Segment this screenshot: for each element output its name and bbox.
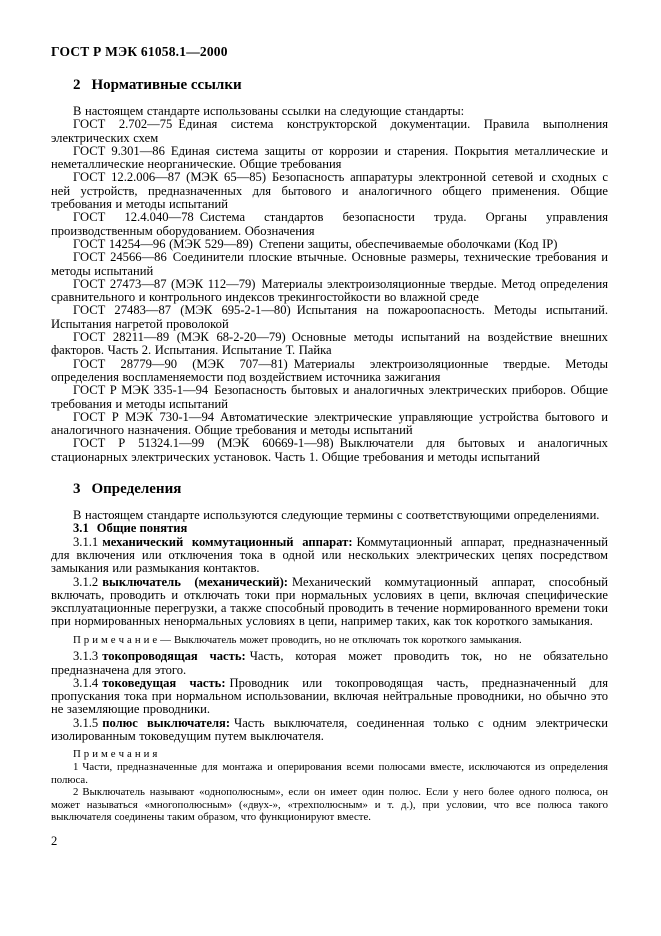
standard-code: ГОСТ 2.702—75: [73, 117, 173, 132]
notes-block: [51, 748, 608, 824]
note-item-2: [51, 786, 608, 824]
standard-code: ГОСТ 12.4.040—78: [73, 210, 194, 225]
section-3-intro: В настоящем стандарте используются следующие термины с соответствующими определениями.: [73, 508, 600, 523]
term-number: 3.1.5: [73, 715, 99, 730]
subsection-3-1-title: Общие понятия: [96, 521, 188, 536]
standard-reference: [51, 211, 608, 238]
section-2-title: Нормативные ссылки: [91, 77, 242, 93]
page-number: 2: [51, 833, 58, 848]
standard-reference: [51, 171, 608, 211]
note-text: Части, предназначенные для монтажа и оперирования всеми полюсами вместе, исключаются из определения полюса.: [51, 760, 608, 786]
standard-code: ГОСТ 28211—89 (МЭК 68-2-20—79): [73, 330, 286, 345]
standard-reference: [51, 145, 608, 172]
standard-code: ГОСТ 14254—96 (МЭК 529—89): [73, 236, 254, 251]
standard-text: Автоматические электрические управляющие устройства бытового и аналогичного назначения. Общие требования и методы испытаний: [51, 409, 608, 438]
term-name: полюс выключателя:: [102, 715, 231, 730]
notes-label: П р и м е ч а н и я: [73, 748, 158, 761]
term-name: токоведущая часть:: [102, 675, 226, 690]
subsection-3-1-heading: [51, 522, 608, 535]
term-number: 3.1.1: [73, 534, 99, 549]
note-label: П р и м е ч а н и е: [73, 633, 158, 646]
standard-text: Выключатели для бытовых и аналогичных стационарных электрических установок. Часть 1. Общие требования и методы испытаний: [51, 436, 608, 464]
term-text: Механический коммутационный аппарат, способный включать, проводить и отключать токи при нормальных условиях в цепи, включая специфические эксплуатационные перегрузки, а также способный проводить в течение нормированного времени токи при нормированных ненормальных условиях в цепи, например таких, как ток короткого замыкания.: [51, 574, 608, 629]
term-text: Проводник или токопроводящая часть, предназначенный для пропускания тока при нормальном использовании, включая нейтральные проводники, но обычно это не заземляющие проводники.: [51, 675, 608, 717]
note-text: Выключатель называют «однополюсным», если он имеет один полюс. Если у него более одного полюса, он может называться «многополюсным» («двух-», «трехполюсным» и т. д.), при условии, что все полюса такого выключателя соединены таким образом, что функционируют вместе.: [51, 786, 608, 824]
term-definition-3-1-3: [51, 650, 608, 677]
standard-code: ГОСТ Р МЭК 730-1—94: [73, 409, 215, 424]
note-number: 2: [73, 786, 79, 799]
standard-code: ГОСТ 27483—87 (МЭК 695-2-1—80): [73, 303, 291, 318]
note-text: — Выключатель может проводить, но не отключать ток короткого замыкания.: [160, 633, 522, 646]
standard-reference: [51, 437, 608, 464]
standard-text: Основные методы испытаний на воздействие внешних факторов. Часть 2. Испытания. Испытание Т. Пайка: [51, 330, 608, 358]
standard-reference: [51, 238, 608, 251]
term-name: механический коммутационный аппарат:: [102, 534, 353, 549]
standard-reference: [51, 118, 608, 145]
term-definition-3-1-5: [51, 717, 608, 744]
standard-reference: [51, 384, 608, 411]
standard-text: Безопасность бытовых и аналогичных электрических приборов. Общие требования и методы испытаний: [51, 383, 608, 411]
standard-reference: [51, 251, 608, 278]
standard-text: Система стандартов безопасности труда. Органы управления производственным оборудованием. Обозначения: [51, 210, 608, 238]
term-text: Часть выключателя, соединенная только с одним электрически изолированным токоведущим путем выключателя.: [51, 715, 608, 744]
standard-reference: [51, 278, 608, 305]
standard-code: ГОСТ 24566—86: [73, 250, 167, 265]
section-3-number: 3: [73, 481, 81, 498]
standard-reference: [51, 358, 608, 385]
standard-text: Соединители плоские втычные. Основные размеры, технические требования и методы испытаний: [51, 250, 608, 278]
standard-code: ГОСТ 28779—90 (МЭК 707—81): [73, 356, 288, 371]
section-3-heading: [51, 481, 608, 498]
standard-reference: [51, 411, 608, 438]
standard-reference: [51, 304, 608, 331]
section-2-number: 2: [73, 77, 81, 93]
term-name: выключатель (механический):: [102, 574, 289, 589]
note-number: 1: [73, 760, 79, 773]
standard-text: Безопасность аппаратуры электронной сетевой и сходных с ней устройств, предназначенных для бытового и аналогичного общего применения. Общие требования и методы испытаний: [51, 170, 608, 212]
standard-text: Степени защиты, обеспечиваемые оболочками (Код IP): [259, 236, 558, 251]
standard-text: Материалы электроизоляционные твердые. Методы определения воспламеняемости под воздействием источника зажигания: [51, 356, 608, 384]
standard-text: Материалы электроизоляционные твердые. Метод определения сравнительного и контрольного индексов трекингостойкости во влажной среде: [51, 276, 608, 305]
section-3-title: Определения: [91, 481, 182, 498]
document-header: ГОСТ Р МЭК 61058.1—2000: [51, 44, 228, 59]
term-name: токопроводящая часть:: [102, 649, 246, 664]
standard-text: Единая система защиты от коррозии и старения. Покрытия металлические и неметаллические неорганические. Общие требования: [51, 143, 608, 172]
standard-text: Испытания на пожароопасность. Методы испытаний. Испытания нагретой проволокой: [51, 303, 609, 331]
standard-text: Единая система конструкторской документации. Правила выполнения электрических схем: [51, 117, 608, 145]
term-definition-3-1-4: [51, 677, 608, 717]
term-number: 3.1.2: [73, 574, 99, 589]
term-definition-3-1-1: [51, 536, 608, 576]
standard-code: ГОСТ 12.2.006—87 (МЭК 65—85): [73, 170, 267, 185]
term-number: 3.1.4: [73, 675, 99, 690]
note-single: [51, 634, 608, 647]
standard-code: ГОСТ Р 51324.1—99 (МЭК 60669-1—98): [73, 436, 334, 451]
section-2-intro: В настоящем стандарте использованы ссылки на следующие стандарты:: [73, 104, 465, 118]
standard-code: ГОСТ Р МЭК 335-1—94: [73, 383, 209, 398]
term-number: 3.1.3: [73, 649, 99, 664]
term-definition-3-1-2: [51, 576, 608, 629]
standard-reference: [51, 331, 608, 358]
standard-code: ГОСТ 9.301—86: [73, 143, 165, 158]
subsection-3-1-number: 3.1: [73, 521, 89, 536]
standard-code: ГОСТ 27473—87 (МЭК 112—79): [73, 276, 256, 291]
term-text: Часть, которая может проводить ток, но не обязательно предназначена для этого.: [51, 649, 608, 677]
section-2-heading: [51, 77, 608, 94]
term-text: Коммутационный аппарат, предназначенный для включения или отключения тока в одной или нескольких электрических цепях посредством замыкания или размыкания контактов.: [51, 534, 608, 576]
note-item-1: [51, 761, 608, 786]
